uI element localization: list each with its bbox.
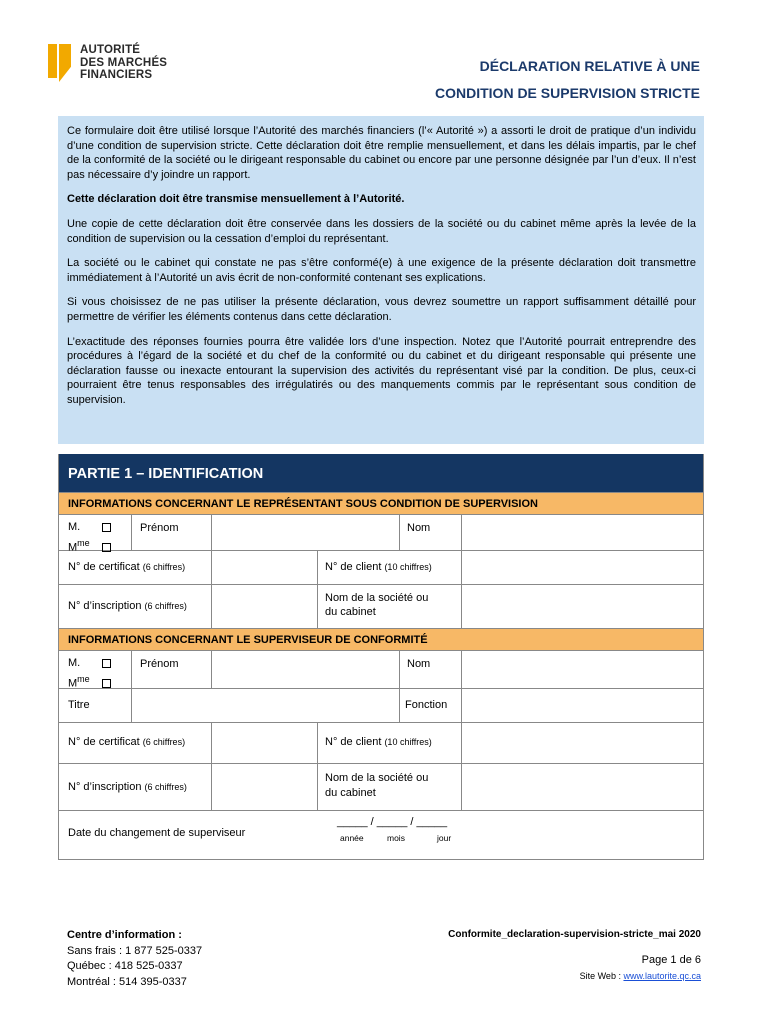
societe-label-cell xyxy=(317,764,461,810)
intro-paragraph: L’exactitude des réponses fournies pourra être validée lors d’une inspection. Notez que l’Autorité pourrait entreprendre des procédures à l’égard de la société et du chef de la conformité ou du cabinet et du dirigeant responsable qui présente une déclaration fausse ou inexacte entourant la supervision des activités du représentant visé par la condition. De plus, ceux-ci pourraient être tenus responsables des irrégulatirés ou des manquements commis par le représentant sous condition de supervision. xyxy=(67,335,696,406)
inscr-label-text: N° d’inscription xyxy=(68,600,142,612)
societe-label-l1: Nom de la société ou xyxy=(325,592,429,604)
fonction-input[interactable] xyxy=(461,689,703,722)
date-change-label: Date du changement de superviseur xyxy=(68,827,246,839)
mr-label: M. xyxy=(68,657,81,669)
societe-input[interactable] xyxy=(461,585,703,628)
footer-right xyxy=(448,929,701,981)
societe-label-l2: du cabinet xyxy=(325,787,376,799)
mrs-sup: me xyxy=(77,538,90,548)
section-supervisor-header: INFORMATIONS CONCERNANT LE SUPERVISEUR DE CONFORMITÉ xyxy=(59,629,703,651)
sup-inscription-row xyxy=(59,764,703,811)
client-label-cell xyxy=(317,551,461,584)
sup-date-row xyxy=(59,811,703,859)
mr-checkbox[interactable] xyxy=(102,523,111,532)
inscr-label-text: N° d’inscription xyxy=(68,781,142,793)
document-reference: Conformite_declaration-supervision-stricte_mai 2020 xyxy=(448,929,701,940)
logo-line2: DES MARCHÉS xyxy=(80,56,168,69)
cert-input[interactable] xyxy=(211,723,317,763)
logo-line3: FINANCIERS xyxy=(80,69,153,81)
title-line2: CONDITION DE SUPERVISION STRICTE xyxy=(435,85,700,101)
inscr-label xyxy=(68,781,187,793)
client-hint: (10 chiffres) xyxy=(384,737,432,747)
page-title xyxy=(435,53,700,107)
prenom-input[interactable] xyxy=(211,651,399,688)
page-number: Page 1 de 6 xyxy=(641,954,701,966)
info-center xyxy=(67,928,202,990)
titre-label: Titre xyxy=(68,699,90,711)
societe-label-cell xyxy=(317,585,461,628)
identification-form xyxy=(58,454,704,860)
sup-title-row xyxy=(59,689,703,723)
phone-toll-free: Sans frais : 1 877 525-0337 xyxy=(67,944,203,957)
client-label: N° de client xyxy=(325,736,382,748)
prenom-label-cell xyxy=(131,651,211,688)
cert-hint: (6 chiffres) xyxy=(142,562,186,572)
date-month-label: mois xyxy=(387,833,405,843)
website-label: Site Web : xyxy=(579,971,624,981)
rep-cert-row xyxy=(59,551,703,585)
salutation-group xyxy=(68,655,111,692)
info-center-title: Centre d’information : xyxy=(67,929,182,941)
sup-cert-row xyxy=(59,723,703,764)
phone-quebec: Québec : 418 525-0337 xyxy=(67,960,183,972)
rep-name-row xyxy=(59,515,703,554)
website xyxy=(448,971,701,981)
inscr-hint: (6 chiffres) xyxy=(144,782,187,792)
cert-input[interactable] xyxy=(211,551,317,584)
prenom-input[interactable] xyxy=(211,515,399,550)
mrs-sup: me xyxy=(77,674,90,684)
prenom-label: Prénom xyxy=(140,522,179,534)
societe-label-l1: Nom de la société ou xyxy=(325,772,429,784)
client-label: N° de client xyxy=(325,561,382,573)
section-representative-header: INFORMATIONS CONCERNANT LE REPRÉSENTANT SOUS CONDITION DE SUPERVISION xyxy=(59,492,703,515)
amf-logo-icon xyxy=(48,44,74,82)
logo-line1: AUTORITÉ xyxy=(80,44,141,56)
fonction-label-cell xyxy=(399,689,461,722)
website-link[interactable]: www.lautorite.qc.ca xyxy=(623,971,701,981)
cert-label xyxy=(68,736,185,748)
cert-label-text: N° de certificat xyxy=(68,736,140,748)
amf-logo xyxy=(48,44,167,82)
cert-label xyxy=(68,561,185,573)
date-day-label: jour xyxy=(437,833,452,843)
nom-label: Nom xyxy=(407,658,431,670)
cert-hint: (6 chiffres) xyxy=(142,737,186,747)
intro-paragraph: Une copie de cette déclaration doit être conservée dans les dossiers de la société ou du cabinet même après la levée de la condition de supervision ou la cessation d’emploi du représentant. xyxy=(67,217,696,245)
nom-label-cell xyxy=(399,515,461,550)
inscr-input[interactable] xyxy=(211,585,317,628)
fonction-label: Fonction xyxy=(405,699,448,711)
societe-label-l2: du cabinet xyxy=(325,606,376,618)
nom-label: Nom xyxy=(407,522,431,534)
nom-label-cell xyxy=(399,651,461,688)
societe-input[interactable] xyxy=(461,764,703,810)
client-input[interactable] xyxy=(461,551,703,584)
date-pattern: _____ / _____ / _____ xyxy=(337,816,448,828)
intro-paragraph: Ce formulaire doit être utilisé lorsque l’Autorité des marchés financiers (l’« Autorité ») a assorti le droit de pratique d’un individu d’une condition de supervision stricte. Cette déclaration doit être remplie mensuellement, et dans les délais impartis, par le chef de la conformité de la société ou le dirigeant responsable du cabinet ou encore par une personne désignée par l’un d’eux. Il n’est pas nécessaire d’y joindre un rapport. xyxy=(67,125,696,181)
inscr-input[interactable] xyxy=(211,764,317,810)
date-year-label: année xyxy=(340,833,364,843)
titre-input[interactable] xyxy=(131,689,399,722)
intro-paragraph-bold: Cette déclaration doit être transmise mensuellement à l’Autorité. xyxy=(67,193,405,206)
mrs-label: M xyxy=(68,677,78,690)
intro-paragraph: La société ou le cabinet qui constate ne pas s’être conformé(e) à une exigence de la présente déclaration doit transmettre immédiatement à l’Autorité un avis écrit de non-conformité contenant ses explications. xyxy=(67,257,696,284)
nom-input[interactable] xyxy=(461,515,703,550)
client-hint: (10 chiffres) xyxy=(384,562,432,572)
inscr-label xyxy=(68,600,187,612)
mrs-checkbox[interactable] xyxy=(102,679,111,688)
cert-label-text: N° de certificat xyxy=(68,561,140,573)
prenom-label-cell xyxy=(131,515,211,550)
prenom-label: Prénom xyxy=(140,658,179,670)
mrs-label: M xyxy=(68,541,78,554)
rep-inscription-row xyxy=(59,585,703,629)
mr-checkbox[interactable] xyxy=(102,659,111,668)
client-input[interactable] xyxy=(461,723,703,763)
inscr-hint: (6 chiffres) xyxy=(144,601,187,611)
mr-label: M. xyxy=(68,521,81,533)
intro-paragraph: Si vous choisissez de ne pas utiliser la présente déclaration, vous devrez soumettre un rapport suffisamment détaillé pour permettre de vérifier les éléments contenus dans cette déclaration. xyxy=(67,296,696,323)
instructions-box xyxy=(58,116,704,444)
part1-header: PARTIE 1 – IDENTIFICATION xyxy=(59,454,703,492)
title-line1: DÉCLARATION RELATIVE À UNE xyxy=(479,58,700,74)
client-label-cell xyxy=(317,723,461,763)
phone-montreal: Montréal : 514 395-0337 xyxy=(67,975,187,988)
sup-name-row xyxy=(59,651,703,689)
nom-input[interactable] xyxy=(461,651,703,688)
logo-text xyxy=(80,44,167,82)
